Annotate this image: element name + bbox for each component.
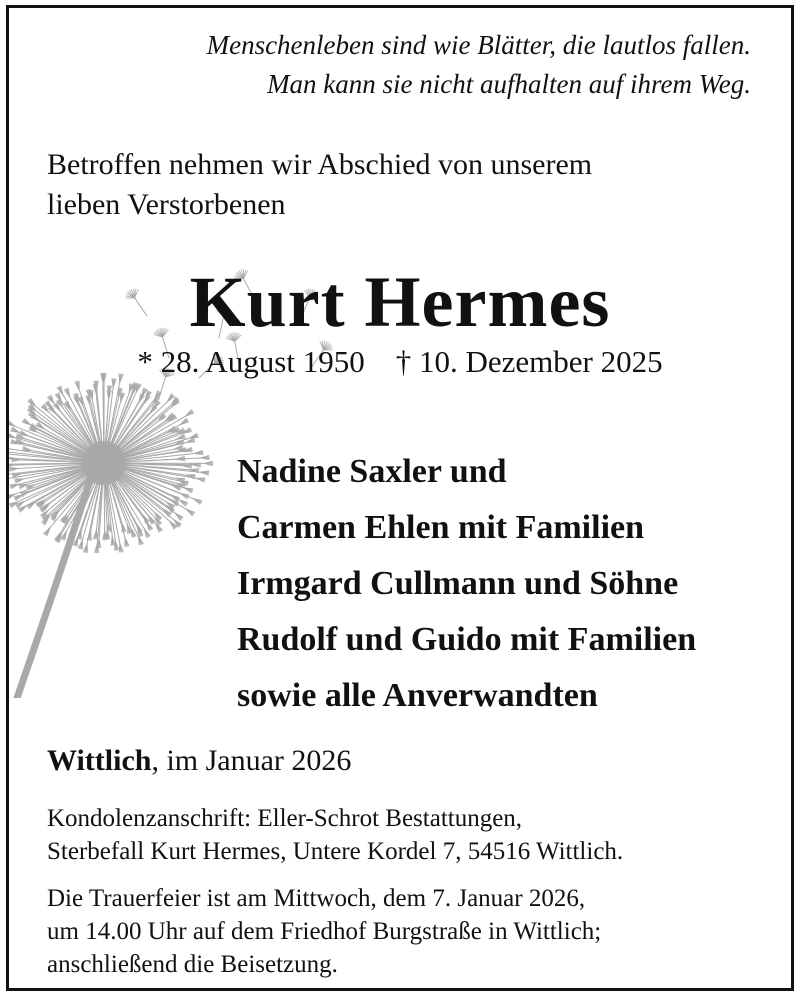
mourner-line: Nadine Saxler und bbox=[237, 453, 507, 490]
mourner-line: Carmen Ehlen mit Familien bbox=[237, 509, 645, 546]
life-dates bbox=[9, 342, 791, 382]
motto-line-1: Menschenleben sind wie Blätter, die lautlos fallen. bbox=[206, 30, 751, 60]
motto-quote bbox=[9, 26, 751, 104]
place-and-date bbox=[47, 741, 351, 781]
mourner-line: Irmgard Cullmann und Söhne bbox=[237, 565, 679, 602]
mourner-line: sowie alle Anverwandten bbox=[237, 677, 598, 714]
intro-line-2: lieben Verstorbenen bbox=[47, 188, 286, 221]
place-city: Wittlich bbox=[47, 744, 152, 777]
deceased-name: Kurt Hermes bbox=[189, 262, 611, 342]
intro-line-1: Betroffen nehmen wir Abschied von unserem bbox=[47, 148, 593, 181]
funeral-line-2: um 14.00 Uhr auf dem Friedhof Burgstraße in Wittlich; bbox=[47, 918, 602, 945]
funeral-info bbox=[47, 882, 601, 981]
intro-text bbox=[47, 145, 592, 225]
funeral-line-3: anschließend die Beisetzung. bbox=[47, 951, 338, 978]
death-date: † 10. Dezember 2025 bbox=[395, 344, 663, 379]
condolence-address bbox=[47, 802, 623, 868]
mourner-line: Rudolf und Guido mit Familien bbox=[237, 621, 697, 658]
funeral-line-1: Die Trauerfeier ist am Mittwoch, dem 7. Januar 2026, bbox=[47, 885, 586, 912]
birth-date: * 28. August 1950 bbox=[137, 344, 365, 379]
mourners-list bbox=[237, 444, 696, 724]
condolence-line-1: Kondolenzanschrift: Eller-Schrot Bestattungen, bbox=[47, 805, 523, 832]
motto-line-2: Man kann sie nicht aufhalten auf ihrem Weg. bbox=[267, 69, 751, 99]
obituary-notice bbox=[6, 5, 794, 991]
place-date: , im Januar 2026 bbox=[151, 744, 352, 777]
condolence-line-2: Sterbefall Kurt Hermes, Untere Kordel 7, 54516 Wittlich. bbox=[47, 838, 624, 865]
